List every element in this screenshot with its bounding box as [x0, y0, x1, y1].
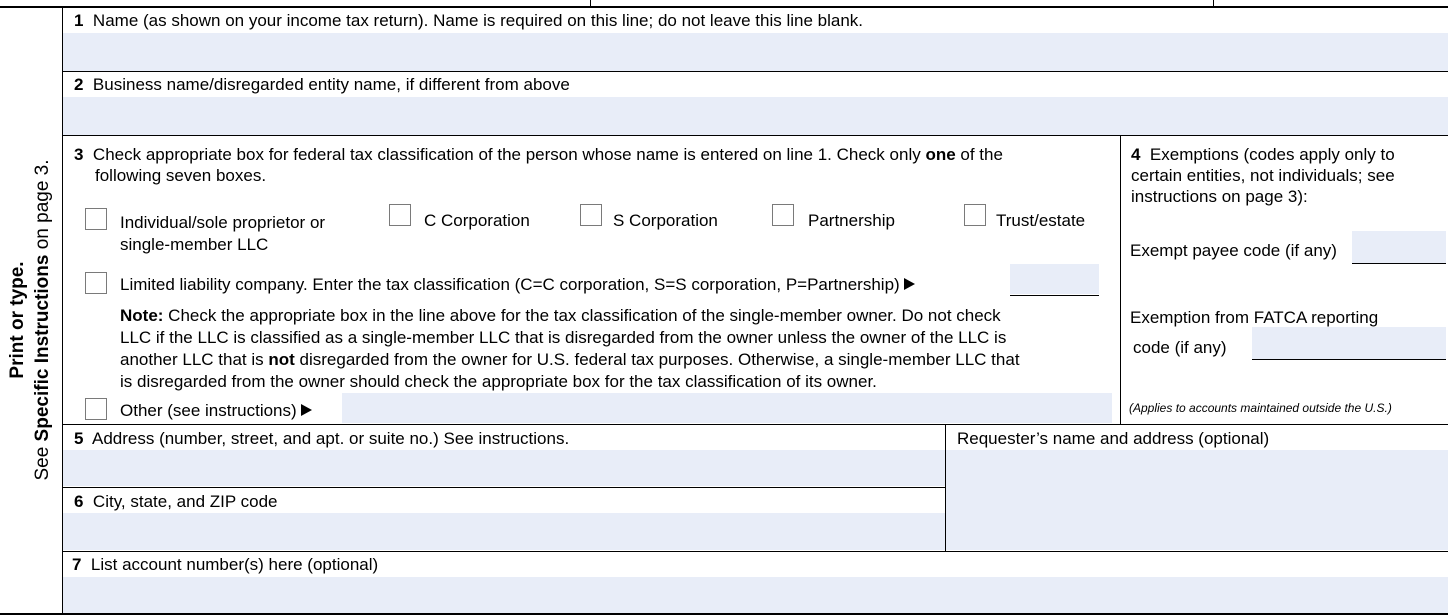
line4-num: 4 — [1131, 145, 1141, 164]
fatca-underline — [1252, 359, 1446, 360]
line1-label — [74, 10, 863, 31]
top-divider-left — [590, 0, 591, 7]
c-corporation-label: C Corporation — [424, 211, 530, 230]
line6-num: 6 — [74, 492, 84, 511]
note-line-3 — [120, 349, 1120, 371]
line6-text: City, state, and ZIP code — [92, 492, 278, 511]
line7-num: 7 — [72, 555, 82, 574]
other-checkbox[interactable] — [85, 398, 107, 420]
address-field[interactable] — [63, 450, 945, 486]
note-line-4: is disregarded from the owner should check the appropriate box for the tax classification of its owner. — [120, 372, 877, 391]
line1-bottom — [63, 71, 1448, 72]
top-divider-right — [1213, 0, 1214, 7]
partnership-checkbox[interactable] — [772, 204, 794, 226]
exempt-payee-field[interactable] — [1352, 231, 1446, 263]
line3-text-b: of the — [955, 145, 1003, 164]
llc-text: Limited liability company. Enter the tax classification (C=C corporation, S=S corporation, P=Partnership) — [120, 275, 900, 294]
llc-checkbox[interactable] — [85, 272, 107, 294]
line3-text-a: Check appropriate box for federal tax classification of the person whose name is entered on line 1. Check only — [92, 145, 926, 164]
line3-bottom — [63, 424, 1448, 425]
requester-field[interactable] — [946, 450, 1448, 550]
see-prefix: See — [32, 441, 53, 481]
line3-text-bold: one — [925, 145, 956, 164]
partnership-label: Partnership — [808, 211, 895, 230]
other-text: Other (see instructions) — [120, 401, 297, 420]
individual-label-2: single-member LLC — [120, 235, 269, 254]
line6-bottom — [63, 551, 1448, 552]
other-field[interactable] — [342, 393, 1112, 423]
specific-instructions: Specific Instructions — [32, 254, 53, 442]
line5-label — [74, 428, 569, 449]
line7-label — [72, 554, 378, 575]
individual-checkbox[interactable] — [85, 208, 107, 230]
llc-classification-field[interactable] — [1010, 264, 1099, 294]
trust-estate-checkbox[interactable] — [964, 204, 986, 226]
note-line-1 — [120, 305, 1120, 327]
llc-label — [120, 274, 915, 295]
sidebar — [0, 10, 60, 610]
line7-text: List account number(s) here (optional) — [90, 555, 379, 574]
applies-note: (Applies to accounts maintained outside the U.S.) — [1129, 401, 1392, 415]
line1-num: 1 — [74, 11, 84, 30]
account-numbers-field[interactable] — [63, 577, 1448, 613]
name-field[interactable] — [63, 33, 1448, 71]
bottom-border — [0, 613, 1448, 615]
line4-label-1 — [1131, 144, 1395, 165]
fatca-label-2: code (if any) — [1133, 338, 1227, 357]
line2-num: 2 — [74, 75, 84, 94]
top-border — [0, 6, 1448, 8]
llc-classification-underline — [1010, 295, 1099, 296]
on-page: on page 3. — [32, 159, 53, 255]
note-bold: Note: — [120, 306, 164, 325]
line5-bottom — [63, 487, 946, 488]
line2-bottom — [63, 135, 1448, 136]
line3-num: 3 — [74, 145, 84, 164]
line3-label-2: following seven boxes. — [95, 166, 267, 185]
line5-text: Address (number, street, and apt. or suite no.) See instructions. — [91, 429, 570, 448]
line3-line4-divider — [1120, 135, 1121, 424]
fatca-field[interactable] — [1252, 327, 1446, 359]
line3-label — [74, 144, 1003, 165]
requester-label: Requester’s name and address (optional) — [957, 429, 1270, 448]
line1-text: Name (as shown on your income tax return). Name is required on this line; do not leave this line blank. — [92, 11, 864, 30]
llc-note — [120, 305, 1120, 393]
line6-label — [74, 491, 278, 512]
llc-arrow-icon — [904, 278, 915, 290]
note-text-1: Check the appropriate box in the line above for the tax classification of the single-member owner. Do not check — [163, 306, 1001, 325]
sidebar-text — [5, 159, 55, 480]
exempt-payee-label: Exempt payee code (if any) — [1130, 241, 1337, 260]
trust-estate-label: Trust/estate — [996, 211, 1086, 230]
c-corporation-checkbox[interactable] — [389, 204, 411, 226]
other-label — [120, 400, 312, 421]
s-corporation-checkbox[interactable] — [580, 204, 602, 226]
print-or-type: Print or type. — [7, 261, 28, 379]
line4-text-1: Exemptions (codes apply only to — [1149, 145, 1395, 164]
line4-label-2: certain entities, not individuals; see — [1131, 166, 1395, 185]
individual-label-1: Individual/sole proprietor or — [120, 213, 326, 232]
other-arrow-icon — [301, 404, 312, 416]
note-text-3a: another LLC that is — [120, 350, 269, 369]
note-line-2: LLC if the LLC is classified as a single-member LLC that is disregarded from the owner unless the owner of the LLC is — [120, 328, 1007, 347]
line4-label-3: instructions on page 3): — [1131, 187, 1308, 206]
note-bold-not: not — [268, 350, 295, 369]
exempt-payee-underline — [1352, 263, 1446, 264]
city-state-zip-field[interactable] — [63, 513, 945, 550]
line5-num: 5 — [74, 429, 84, 448]
line2-text: Business name/disregarded entity name, if different from above — [92, 75, 570, 94]
line2-label — [74, 74, 570, 95]
note-text-3b: disregarded from the owner for U.S. federal tax purposes. Otherwise, a single-member LLC that — [294, 350, 1020, 369]
see-specific-instructions — [30, 159, 55, 480]
business-name-field[interactable] — [63, 97, 1448, 135]
s-corporation-label: S Corporation — [613, 211, 718, 230]
fatca-label-1: Exemption from FATCA reporting — [1130, 308, 1379, 327]
